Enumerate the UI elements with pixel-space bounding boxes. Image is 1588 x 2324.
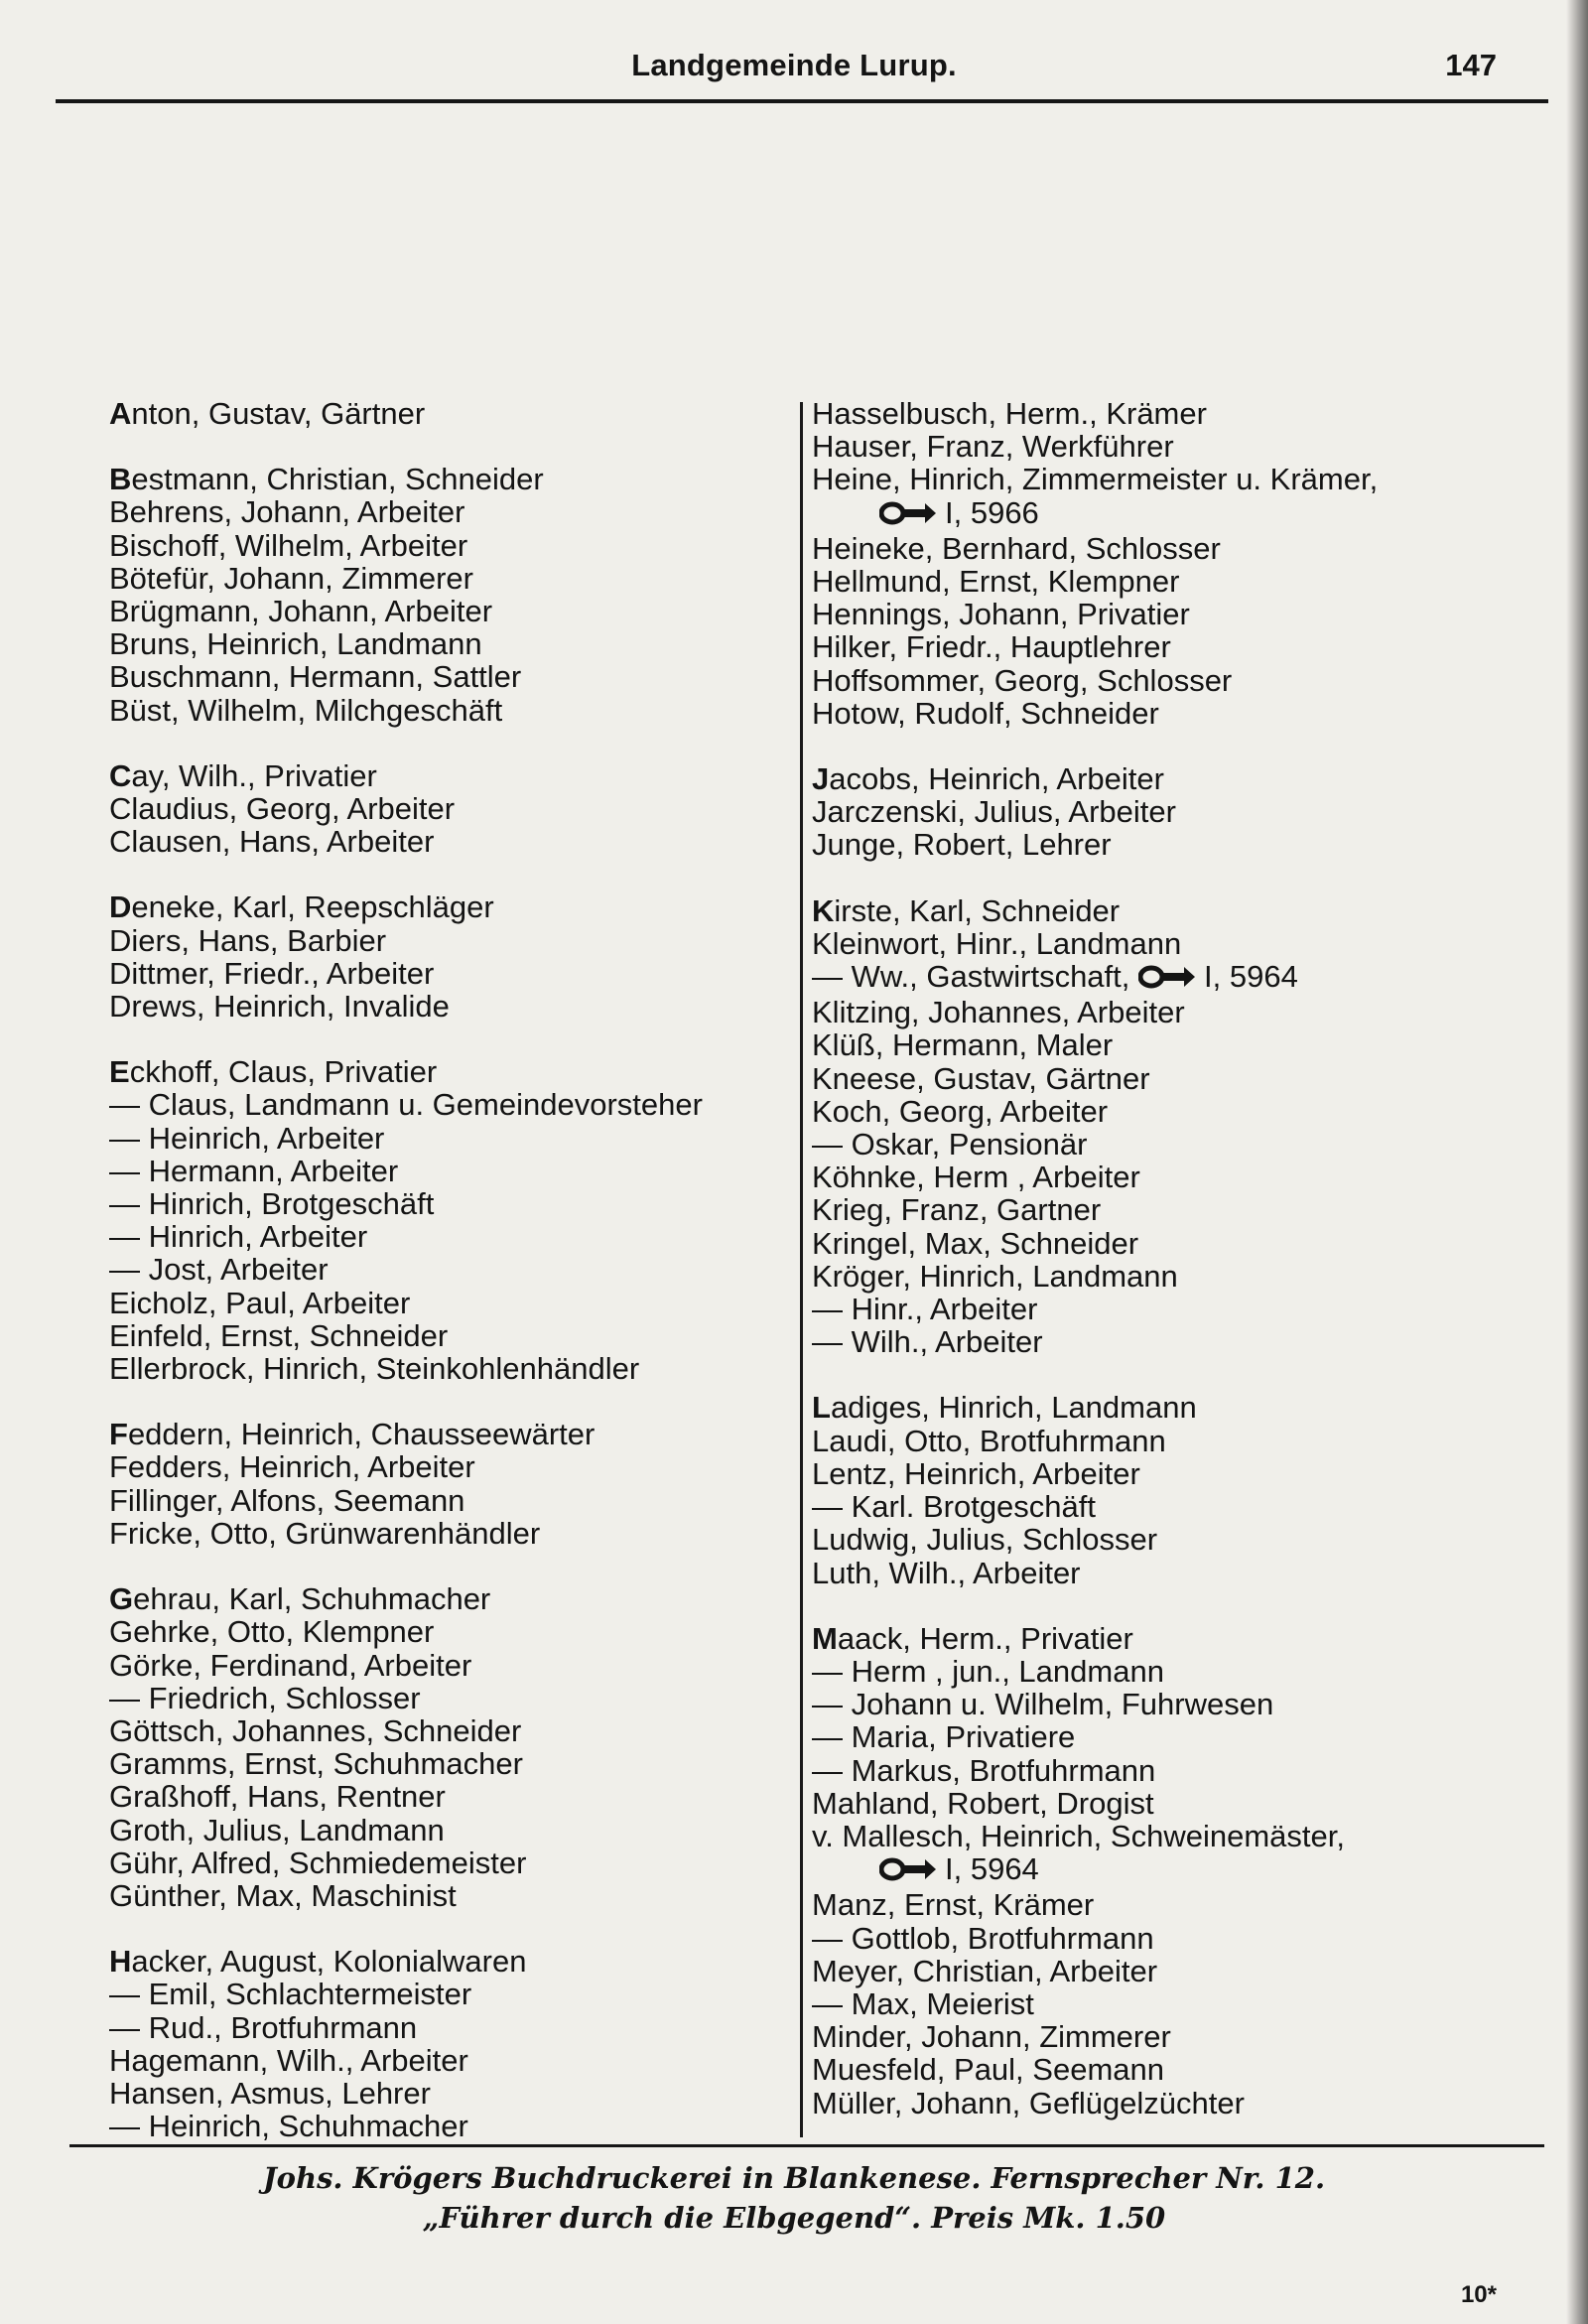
directory-entry [109,1352,794,1385]
entry-text: Bischoff, Wilhelm, Arbeiter [109,527,468,563]
entry-text: — Herm , jun., Landmann [812,1653,1164,1689]
directory-entry [812,828,1526,861]
entry-text: — Maria, Privatiere [812,1719,1076,1755]
directory-entry [812,598,1526,630]
entry-initial: E [109,1054,130,1090]
directory-entry [812,397,1526,430]
entry-text: Hansen, Asmus, Lehrer [109,2075,431,2111]
entry-text: ay, Wilh., Privatier [131,757,377,793]
entry-text: Hagemann, Wilh., Arbeiter [109,2042,468,2078]
directory-entry [812,2020,1526,2053]
directory-entry [812,1490,1526,1523]
entry-text: Gühr, Alfred, Schmiedemeister [109,1845,527,1880]
directory-entry [109,495,794,528]
directory-entry [109,1517,794,1550]
entry-text: Clausen, Hans, Arbeiter [109,824,435,860]
directory-entry [109,1088,794,1121]
entry-text: Drews, Heinrich, Invalide [109,989,450,1025]
directory-entry [109,1649,794,1682]
directory-entry [109,2044,794,2077]
entry-initial: G [109,1581,134,1617]
entry-text: eddern, Heinrich, Chausseewärter [127,1417,596,1452]
directory-entry [812,960,1526,996]
directory-entry [109,1055,794,1088]
entry-text: Buschmann, Hermann, Sattler [109,659,522,695]
entry-text: Claudius, Georg, Arbeiter [109,791,456,827]
entry-text: — Rud., Brotfuhrmann [109,2009,418,2045]
entry-text: Ludwig, Julius, Schlosser [812,1522,1158,1558]
directory-entry [109,1319,794,1352]
entry-text: — Markus, Brotfuhrmann [812,1752,1156,1788]
entry-text: Koch, Georg, Arbeiter [812,1093,1109,1129]
right-column [812,397,1526,2119]
entry-text: acker, August, Kolonialwaren [131,1944,527,1980]
directory-entry [109,463,794,495]
page-title: Landgemeinde Lurup. [631,48,957,82]
directory-entry [812,1128,1526,1161]
directory-entry [812,927,1526,960]
entry-text: Jarczenski, Julius, Arbeiter [812,794,1176,830]
entry-initial: A [109,396,132,431]
entry-text: Büst, Wilhelm, Milchgeschäft [109,692,503,728]
directory-entry [812,1161,1526,1193]
entry-initial: M [812,1620,838,1656]
entry-text: Laudi, Otto, Brotfuhrmann [812,1423,1166,1458]
entry-text: Fillinger, Alfons, Seemann [109,1482,465,1518]
directory-entry [812,1260,1526,1293]
entry-initial: C [109,757,132,793]
directory-entry [812,1391,1526,1424]
directory-entry [109,2011,794,2044]
entry-text: Lentz, Heinrich, Arbeiter [812,1455,1140,1491]
entry-text: Ellerbrock, Hinrich, Steinkohlenhändler [109,1351,640,1387]
entry-text: — Hinrich, Brotgeschäft [109,1186,435,1222]
entry-text: Müller, Johann, Geflügelzüchter [812,2085,1245,2120]
entry-text: Behrens, Johann, Arbeiter [109,494,465,530]
directory-entry [109,529,794,562]
entry-text: Heine, Hinrich, Zimmermeister u. Krämer, [812,462,1379,497]
entry-text: Junge, Robert, Lehrer [812,827,1112,863]
directory-entry [109,1747,794,1780]
sheet-signature: 10* [1460,2281,1497,2308]
footer-rule [69,2144,1544,2147]
entry-text: acobs, Heinrich, Arbeiter [829,761,1164,797]
entry-text: — Johann u. Wilhelm, Fuhrwesen [812,1687,1274,1722]
entry-text: Köhnke, Herm , Arbeiter [812,1160,1140,1195]
directory-entry [812,1028,1526,1061]
entry-text: — Max, Meierist [812,1985,1034,2021]
entry-initial: J [812,761,830,797]
entry-text: Hennings, Johann, Privatier [812,597,1190,632]
entry-text: Günther, Max, Maschinist [109,1877,457,1913]
entry-text: eneke, Karl, Reepschläger [131,889,494,925]
entry-text: Bötefür, Johann, Zimmerer [109,560,473,596]
directory-entry [109,890,794,923]
directory-entry [812,1787,1526,1820]
entry-text: Einfeld, Ernst, Schneider [109,1317,449,1353]
entry-text: Dittmer, Friedr., Arbeiter [109,955,435,991]
directory-entry [812,1655,1526,1688]
directory-entry [109,957,794,990]
entry-text: — Emil, Schlachtermeister [109,1977,472,2012]
directory-entry [109,562,794,595]
entry-text: Muesfeld, Paul, Seemann [812,2052,1164,2088]
entry-text: ehrau, Karl, Schuhmacher [133,1581,491,1617]
entry-text: Fricke, Otto, Grünwarenhändler [109,1515,541,1551]
directory-entry [812,2087,1526,2119]
column-divider [800,402,803,2137]
directory-entry [109,694,794,727]
phone-number: I, 5964 [945,1851,1039,1887]
entry-text: ckhoff, Claus, Privatier [129,1054,438,1090]
directory-entry [109,595,794,627]
directory-entry [812,1325,1526,1358]
directory-entry [812,1720,1526,1753]
directory-entry [812,1457,1526,1490]
entry-text: Klitzing, Johannes, Arbeiter [812,995,1185,1030]
entry-text: Kringel, Max, Schneider [812,1225,1139,1261]
entry-text: Hotow, Rudolf, Schneider [812,695,1159,731]
entry-text: estmann, Christian, Schneider [131,462,544,497]
left-column [109,397,794,2142]
entry-text: Groth, Julius, Landmann [109,1812,445,1847]
directory-entry [812,762,1526,795]
entry-text: Heineke, Bernhard, Schlosser [812,530,1221,566]
footer-imprint: Johs. Krögers Buchdruckerei in Blankenese. Fernsprecher Nr. 12. [262,2161,1326,2195]
entry-text: — Jost, Arbeiter [109,1252,329,1288]
directory-entry [812,996,1526,1028]
directory-entry [109,1220,794,1253]
directory-entry [812,894,1526,927]
directory-entry [812,1622,1526,1655]
directory-entry [109,1484,794,1517]
entry-text: — Hinr., Arbeiter [812,1292,1038,1327]
entry-text: — Wilh., Arbeiter [812,1324,1043,1360]
directory-entry [109,1879,794,1912]
directory-entry [109,2077,794,2110]
directory-entry [812,630,1526,663]
entry-text: Hasselbusch, Herm., Krämer [812,396,1207,431]
entry-text: adiges, Hinrich, Landmann [830,1390,1197,1426]
telephone-icon [879,499,937,532]
directory-entry [109,759,794,792]
directory-entry [812,1095,1526,1128]
directory-entry [812,496,1526,532]
entry-text: — Claus, Landmann u. Gemeindevorsteher [109,1087,703,1123]
entry-initial: L [812,1390,831,1426]
entry-text: irste, Karl, Schneider [834,892,1121,928]
directory-entry [109,627,794,660]
entry-text: Kneese, Gustav, Gärtner [812,1060,1150,1096]
entry-text: Fedders, Heinrich, Arbeiter [109,1449,475,1485]
entry-text: — Hermann, Arbeiter [109,1153,399,1188]
directory-entry [109,1682,794,1714]
directory-entry [812,1293,1526,1325]
directory-entry [109,924,794,957]
phone-number: I, 5964 [1204,959,1298,995]
directory-entry [109,825,794,858]
entry-initial: B [109,462,132,497]
directory-entry [812,1523,1526,1556]
directory-entry [109,1450,794,1483]
entry-text: — Ww., Gastwirtschaft, [812,959,1130,995]
entry-text: Görke, Ferdinand, Arbeiter [109,1647,472,1683]
entry-text: Graßhoff, Hans, Rentner [109,1779,446,1815]
telephone-icon [1138,963,1196,996]
entry-text: — Oskar, Pensionär [812,1127,1088,1162]
entry-initial: F [109,1417,128,1452]
footer-advert: „Führer durch die Elbgegend“. Preis Mk. 1.50 [422,2201,1166,2235]
entry-text: Hoffsommer, Georg, Schlosser [812,662,1233,698]
directory-entry [109,1418,794,1450]
directory-entry [812,565,1526,598]
entry-text: Brügmann, Johann, Arbeiter [109,594,493,629]
directory-entry [109,397,794,430]
entry-text: — Heinrich, Arbeiter [109,1120,385,1156]
entry-text: aack, Herm., Privatier [837,1620,1133,1656]
entry-initial: D [109,889,132,925]
entry-text: — Hinrich, Arbeiter [109,1219,368,1255]
directory-entry [109,1714,794,1747]
directory-entry [812,1820,1526,1852]
directory-entry [109,1978,794,2010]
directory-entry [109,1582,794,1615]
directory-entry [812,1922,1526,1955]
entry-text: Hellmund, Ernst, Klempner [812,564,1180,600]
directory-entry [109,660,794,693]
entry-text: v. Mallesch, Heinrich, Schweinemäster, [812,1818,1345,1853]
directory-entry [109,1155,794,1187]
entry-text: Eicholz, Paul, Arbeiter [109,1285,411,1320]
directory-entry [812,1688,1526,1720]
directory-entry [109,1615,794,1648]
directory-entry [109,1122,794,1155]
page-number: 147 [1445,48,1497,82]
directory-entry [812,664,1526,697]
directory-entry [812,532,1526,565]
directory-entry [812,1888,1526,1921]
directory-entry [812,1987,1526,2020]
header-rule [56,99,1548,103]
entry-initial: H [109,1944,132,1980]
entry-text: Bruns, Heinrich, Landmann [109,626,482,662]
entry-text: Diers, Hans, Barbier [109,922,387,958]
directory-entry [109,1846,794,1879]
directory-entry [109,2110,794,2142]
entry-text: nton, Gustav, Gärtner [131,396,426,431]
entry-text: Kleinwort, Hinr., Landmann [812,925,1182,961]
entry-initial: K [812,892,835,928]
directory-entry [812,1852,1526,1888]
directory-entry [109,1187,794,1220]
directory-entry [812,1062,1526,1095]
entry-text: Mahland, Robert, Drogist [812,1785,1154,1821]
entry-text: Gehrke, Otto, Klempner [109,1614,435,1650]
directory-entry [812,1754,1526,1787]
directory-entry [812,697,1526,730]
directory-entry [812,463,1526,495]
entry-text: — Karl. Brotgeschäft [812,1489,1097,1525]
entry-text: Hilker, Friedr., Hauptlehrer [812,629,1171,665]
directory-entry [812,1425,1526,1457]
entry-text: — Friedrich, Schlosser [109,1680,421,1715]
entry-text: Kröger, Hinrich, Landmann [812,1258,1178,1294]
entry-text: — Heinrich, Schuhmacher [109,2109,468,2144]
directory-entry [812,2053,1526,2086]
phone-number: I, 5966 [945,494,1039,530]
directory-entry [109,1253,794,1286]
directory-entry [812,1193,1526,1226]
entry-text: Minder, Johann, Zimmerer [812,2019,1171,2055]
directory-entry [109,1945,794,1978]
directory-entry [812,1955,1526,1987]
entry-text: Göttsch, Johannes, Schneider [109,1712,522,1748]
directory-entry [812,1557,1526,1589]
directory-entry [812,795,1526,828]
entry-text: Meyer, Christian, Arbeiter [812,1953,1158,1988]
directory-entry [109,1814,794,1846]
directory-entry [109,792,794,825]
telephone-icon [879,1855,937,1888]
entry-text: Luth, Wilh., Arbeiter [812,1555,1081,1590]
entry-text: Krieg, Franz, Gartner [812,1192,1102,1228]
entry-text: Klüß, Hermann, Maler [812,1027,1114,1063]
directory-entry [109,1287,794,1319]
directory-entry [812,430,1526,463]
directory-entry [109,1780,794,1813]
entry-text: Manz, Ernst, Krämer [812,1887,1095,1923]
entry-text: Hauser, Franz, Werkführer [812,429,1174,465]
directory-entry [812,1227,1526,1260]
entry-text: Gramms, Ernst, Schuhmacher [109,1746,523,1782]
directory-entry [109,990,794,1023]
entry-text: — Gottlob, Brotfuhrmann [812,1920,1154,1956]
